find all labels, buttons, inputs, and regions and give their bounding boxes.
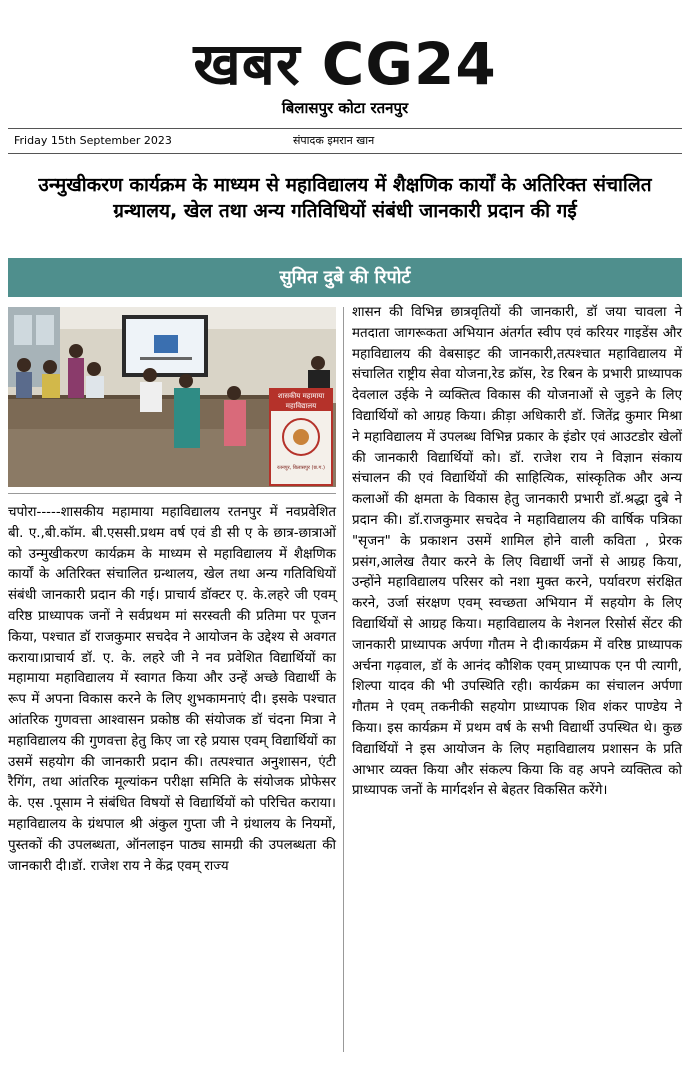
event-photo	[8, 307, 336, 487]
event-photo-image	[8, 307, 336, 487]
article-body-left-column: चपोरा-----शासकीय महामाया महाविद्यालय रतनपुर में नवप्रवेशित बी. ए.,बी.कॉम. बी.एससी.प्रथम वर्ष एवं डी सी ए के छात्र-छात्राओं को उन्मुखीकरण कार्यक्रम के माध्यम से महाविद्यालय में शैक्षणिक कार्यों के अतिरिक्त संचालित ग्रन्थालय, खेल तथा अन्य गतिविधियों संबंधी जानकारी प्रदान की गई। प्राचार्य डॉक्टर ए. के.लहरे जी एवम् वरिष्ठ प्राध्यापक जनों ने सर्वप्रथम मां सरस्वती की प्रतिमा पर पूजन किया, पश्चात डॉ राजकुमार सचदेव ने आयोजन के उद्देश्य से अवगत कराया।प्राचार्य डॉ. ए. के. लहरे जी ने नव प्रवेशित विद्यार्थियों का महामाया महाविद्यालय में स्वागत किया और उन्हें अच्छे विद्यार्थी के रूप में अपना विकास करने के लिए शुभकामनाएं दी। इसके पश्चात आंतरिक गुणवत्ता आश्वासन प्रकोष्ठ की संयोजक डॉ चंदना मित्रा ने महाविद्यालय की गुणवत्ता हेतु किए जा रहे प्रयास एवम् विद्यार्थियों का उसमें सहयोग की जानकारी प्रदान की। तत्पश्चात अनुशासन, एंटी रैगिंग, तथा आंतरिक मूल्यांकन परीक्षा समिति के संयोजक प्रोफेसर के. एस .पूसाम ने संबंधित विषयों से विद्यार्थियों को परिचित कराया। महाविद्यालय के ग्रंथपाल श्री अंकुल गुप्ता जी ने ग्रंथालय के नियमों, पुस्तकों की उपलब्धता, ऑनलाइन पाठ्य सामग्री की उपलब्धता की जानकारी दी।डॉ. राजेश राय ने केंद्र एवम् राज्य	[8, 505, 336, 874]
photo-divider	[8, 493, 336, 494]
publication-date: Friday 15th September 2023	[14, 134, 172, 147]
editor-credit: संपादक इमरान खान	[293, 134, 375, 147]
article-body-right-column: शासन की विभिन्न छात्रवृतियों की जानकारी, डॉ जया चावला ने मतदाता जागरूकता अभियान अंतर्गत स्वीप एवं करियर गाइडेंस और महाविद्यालय की वेबसाइट की जानकारी,तत्पश्चात महाविद्यालय में संचालित राष्ट्रीय सेवा योजना,रेड क्रॉस, रेड रिबन के प्रभारी प्राध्यापक देवलाल उईके ने व्यक्तित्व विकास की योजनाओं से जुड़ने के लिए विद्यार्थियों को आग्रह किया। क्रीड़ा अधिकारी डॉ. जितेंद्र कुमार मिश्रा ने महाविद्यालय में उपलब्ध विभिन्न प्रकार के इंडोर एवं आउटडोर खेलों की जानकारी विद्यार्थियों को। डॉ. राजेश राय ने विज्ञान संकाय संचालन की एवं विद्यार्थियों की साहित्यिक, सांस्कृतिक और अन्य कलाओं की क्षमता के विकास हेतु जानकारी प्रभारी डॉ.श्रद्धा दुबे ने प्रदान की। डॉ.राजकुमार सचदेव ने महाविद्यालय की वार्षिक पत्रिका "सृजन" के प्रकाशन उसमें शामिल होने वाली कविता , प्रेरक प्रसंग,आलेख तैयार करने के लिए विद्यार्थी जनों से आग्रह किया, उन्होंने महाविद्यालय परिसर को नशा मुक्त करने, पर्यावरण संरक्षित करने, उर्जा संरक्षण एवम् स्वच्छता अभियान में सहयोग के लिए विद्यार्थियों से आग्रह किया। महाविद्यालय के नेशनल रिसोर्स सेंटर की जानकारी प्राध्यापक अर्पणा गौतम ने दी।कार्यक्रम में वरिष्ठ प्राध्यापक अर्चना गढ़वाल, डॉ के आनंद कौशिक एवम् प्राध्यापक एन पी त्यागी, शिल्पा यादव की भी उपस्थिति रही। कार्यक्रम का संचालन अर्पणा गौतम ने एवम् तकनीकी सहयोग प्राध्यापक शिव शंकर पाण्डेय ने किया। इस कार्यक्रम में प्रथम वर्ष के सभी विद्यार्थी उपस्थित थे। कुछ विद्यार्थियों ने इस आयोजन के लिए महाविद्यालय प्रशासन के प्रति आभार व्यक्त किया और संकल्प किया कि वह अपने व्यक्तित्व को प्राध्यापक जनों के मार्गदर्शन से बेहतर विकसित करेंगे।	[352, 305, 682, 799]
dateline-bar	[8, 128, 682, 154]
masthead-title: खबर CG24	[193, 30, 497, 98]
column-divider	[343, 307, 344, 1052]
article-headline: उन्मुखीकरण कार्यक्रम के माध्यम से महाविद्यालय में शैक्षणिक कार्यों के अतिरिक्त संचालित ग्रन्थालय, खेल तथा अन्य गतिविधियों संबंधी जानकारी प्रदान की गई	[38, 174, 652, 222]
banner-text-3: रतनपुर, बिलासपुर (छ.ग.)	[277, 465, 325, 471]
reporter-banner: सुमित दुबे की रिपोर्ट	[8, 258, 682, 297]
banner-text-2: महाविद्यालय	[285, 402, 317, 410]
masthead-subtitle: बिलासपुर कोटा रतनपुर	[281, 99, 409, 117]
banner-text-1: शासकीय महामाया	[277, 392, 325, 400]
